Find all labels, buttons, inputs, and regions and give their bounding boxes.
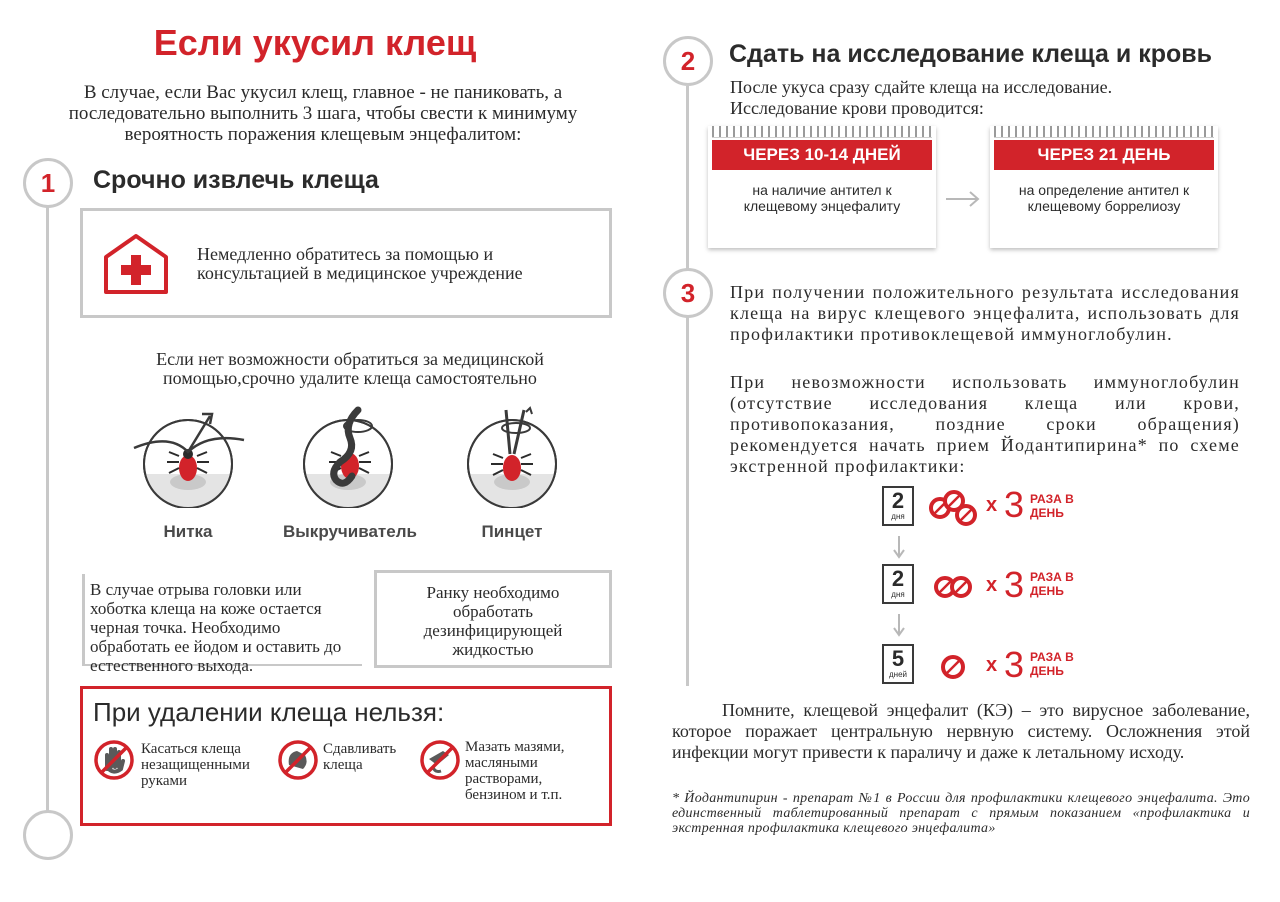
timeline-line-left: [46, 206, 49, 816]
schedule-times-number: 3: [1004, 564, 1025, 605]
tool-twister: [300, 404, 400, 508]
step3-number: 3: [680, 277, 696, 308]
page-title: Если укусил клещ: [153, 22, 477, 63]
schedule-day-calendar: [882, 644, 914, 684]
schedule-times-number: 3: [1004, 484, 1025, 525]
schedule-day-calendar: [882, 564, 914, 604]
schedule-day-calendar: [882, 486, 914, 526]
hospital-icon: [103, 233, 169, 295]
schedule-day-unit: дня: [891, 512, 905, 521]
step2-title: Сдать на исследование клеща и кровь: [729, 40, 1212, 68]
thread-icon: [130, 408, 248, 508]
wound-note-box: [374, 570, 612, 668]
step2-number-circle: [663, 36, 713, 86]
tool-label-thread: Нитка: [163, 522, 213, 541]
no-hand-icon: [93, 739, 135, 781]
schedule-times-x: х: [986, 494, 998, 516]
timeline-line-right: [686, 86, 689, 686]
step3-number-circle: [663, 268, 713, 318]
no-squeeze-icon: [277, 739, 319, 781]
reminder-text: Помните, клещевой энцефалит (КЭ) – это вирусное заболевание, которое поражает центральную нервную систему. Осложнения этой инфекции могут привести к параличу и даже к летальному исходу.: [672, 700, 1250, 762]
schedule-times-x: х: [986, 574, 998, 596]
step1-number: 1: [40, 167, 56, 198]
tweezers-icon: [462, 406, 562, 508]
no-ointment-icon: [419, 739, 461, 781]
tick-twister-icon: [300, 404, 400, 508]
pill-icon-3: [928, 488, 980, 528]
pill-icon-1: [938, 652, 968, 682]
schedule-days: 5: [891, 646, 905, 671]
forbidden-text-ointment: Мазать мазями, масляными растворами, бензином и т.п.: [465, 739, 565, 803]
pill-icon-2: [932, 570, 976, 604]
dosage-schedule: [880, 482, 1140, 692]
step2-text: После укуса сразу сдайте клеща на исследование. Исследование крови проводится:: [730, 77, 1113, 118]
step2-number: 2: [680, 45, 696, 76]
intro-text: В случае, если Вас укусил клещ, главное - не паниковать, а последовательно выполнить 3 шага, чтобы свести к минимуму вероятность поражения клещевым энцефалитом:: [68, 82, 578, 145]
calendar-body: на определение антител к клещевому боррелиозу: [1018, 182, 1190, 214]
calendar-header: ЧЕРЕЗ 10-14 ДНЕЙ: [712, 140, 932, 170]
schedule-times-number: 3: [1004, 644, 1025, 685]
timeline-end-circle: [23, 810, 73, 860]
calendar-rings: [994, 126, 1214, 138]
calendar-rings: [712, 126, 932, 138]
calendar-body: на наличие антител к клещевому энцефалиту: [743, 182, 901, 214]
tool-label-tweezers: Пинцет: [481, 522, 543, 541]
forbidden-title: При удалении клеща нельзя:: [93, 697, 445, 727]
step3-paragraph-2: При невозможности использовать иммуноглобулин (отсутствие исследования клеща или крови, противопоказания, поздние сроки обращения) рекомендуется начать прием Йодантипирина* по схеме экстренной профилактики:: [730, 372, 1240, 476]
step1-title: Срочно извлечь клеща: [93, 166, 379, 194]
schedule-day-unit: дня: [891, 590, 905, 599]
calendar-10-14-days: [708, 126, 936, 248]
self-remove-text: Если нет возможности обратиться за медицинской помощью,срочно удалите клеща самостоятельно: [156, 349, 544, 388]
head-note-box: [82, 570, 362, 675]
forbidden-text-hands: Касаться клеща незащищенными руками: [141, 741, 250, 789]
tool-tweezers: [462, 406, 562, 508]
calendar-header: ЧЕРЕЗ 21 ДЕНЬ: [994, 140, 1214, 170]
arrow-down-icon: [892, 536, 906, 560]
forbidden-box: [80, 686, 612, 826]
step1-number-circle: [23, 158, 73, 208]
medical-help-text: Немедленно обратитесь за помощью и консультацией в медицинское учреждение: [197, 244, 523, 283]
tool-thread: [130, 408, 248, 508]
footnote-text: * Йодантипирин - препарат №1 в России для профилактики клещевого энцефалита. Это единственный таблетированный препарат с прямым показанием «профилактика и экстренная профилактика клещевого энцефалита»: [672, 791, 1250, 836]
arrow-right-icon: [944, 190, 982, 208]
schedule-day-unit: дней: [888, 670, 907, 679]
forbidden-text-squeeze: Сдавливать клеща: [323, 741, 397, 773]
schedule-per-day: РАЗА В ДЕНЬ: [1030, 492, 1074, 520]
head-note-bar: [82, 574, 85, 664]
tool-label-twister: Выкручиватель: [283, 522, 417, 541]
head-note-text: В случае отрыва головки или хоботка клеща на коже остается черная точка. Необходимо обработать ее йодом и оставить до естественного выхода.: [90, 580, 342, 675]
step3-paragraph-1: При получении положительного результата исследования клеща на вирус клещевого энцефалита, использовать для профилактики противоклещевой иммуноглобулин.: [730, 282, 1240, 344]
medical-help-box: [80, 208, 612, 318]
schedule-days: 2: [891, 488, 905, 513]
schedule-days: 2: [891, 566, 905, 591]
arrow-down-icon: [892, 614, 906, 638]
wound-note-text: Ранку необходимо обработать дезинфицирующей жидкостью: [423, 583, 563, 659]
schedule-per-day: РАЗА В ДЕНЬ: [1030, 650, 1074, 678]
schedule-per-day: РАЗА В ДЕНЬ: [1030, 570, 1074, 598]
schedule-times-x: х: [986, 654, 998, 676]
calendar-21-day: [990, 126, 1218, 248]
